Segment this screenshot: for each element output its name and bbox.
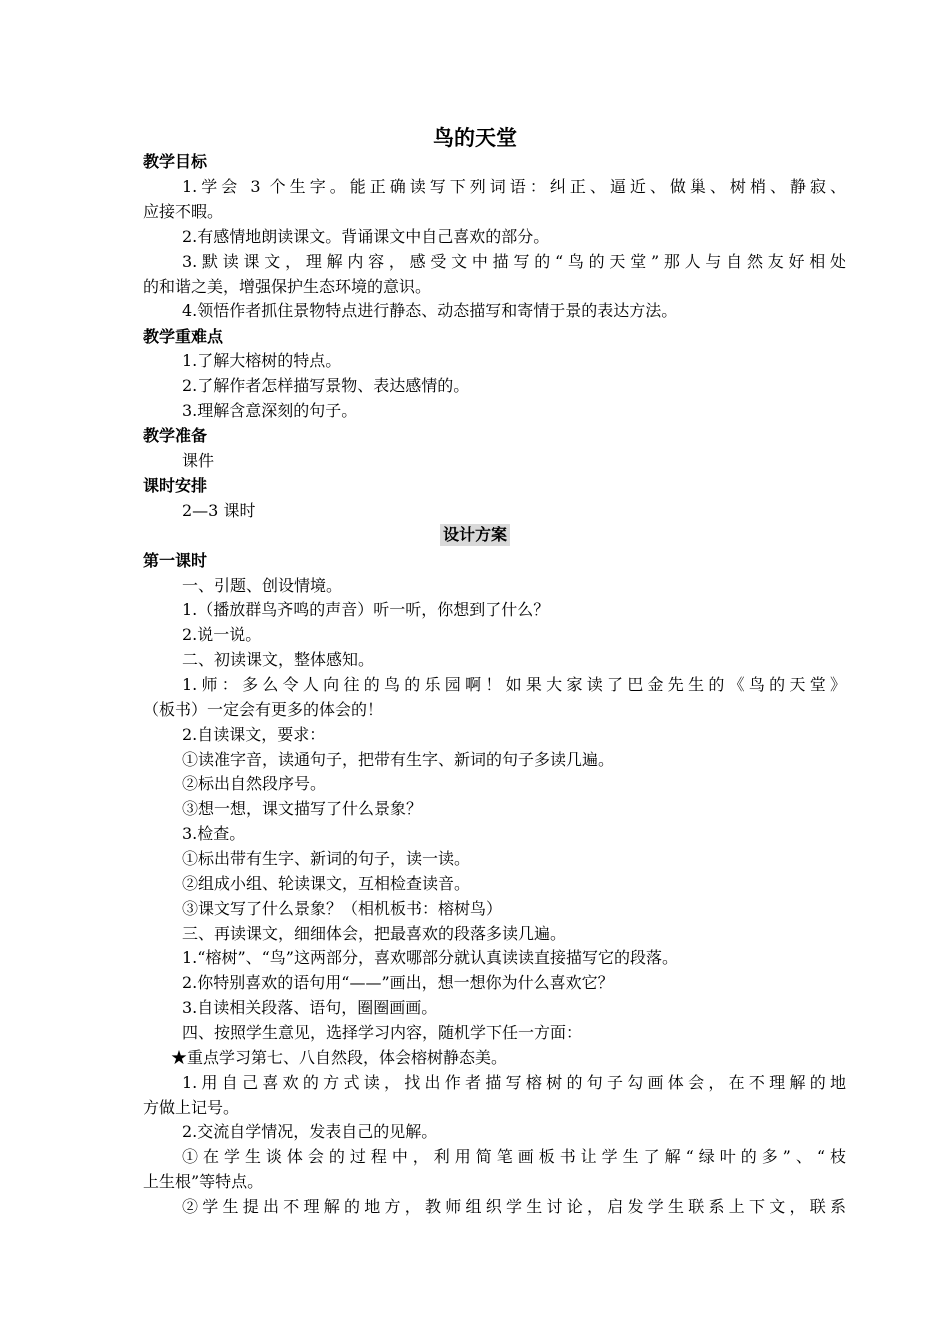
paragraph-line: 2.自读课文，要求： — [182, 725, 326, 744]
section-heading-preparation: 教学准备 — [143, 426, 208, 445]
paragraph-line: 2.说一说。 — [182, 625, 262, 644]
paragraph-line: （板书）一定会有更多的体会的！ — [143, 700, 384, 719]
paragraph-line: 1.用自己喜欢的方式读，找出作者描写榕树的句子勾画体会，在不理解的地 — [182, 1073, 846, 1092]
section-heading-lesson1: 第一课时 — [143, 551, 208, 570]
paragraph-line: ③想一想，课文描写了什么景象？ — [182, 799, 423, 818]
paragraph-line: 4.领悟作者抓住景物特点进行静态、动态描写和寄情于景的表达方法。 — [182, 301, 678, 320]
design-heading-wrap — [0, 524, 950, 546]
paragraph-line: ②组成小组、轮读课文，互相检查读音。 — [182, 874, 471, 893]
paragraph-line: 1.师：多么令人向往的鸟的乐园啊！如果大家读了巴金先生的《鸟的天堂》 — [182, 675, 846, 694]
paragraph-line: 2.交流自学情况，发表自己的见解。 — [182, 1122, 438, 1141]
paragraph-line: 2.了解作者怎样描写景物、表达感情的。 — [182, 376, 470, 395]
paragraph-line: 上生根”等特点。 — [143, 1172, 264, 1191]
section-heading-difficulties: 教学重难点 — [143, 327, 224, 346]
paragraph-line: 三、再读课文，细细体会，把最喜欢的段落多读几遍。 — [182, 924, 567, 943]
page-title: 鸟的天堂 — [433, 126, 517, 150]
paragraph-line: 3.检查。 — [182, 824, 246, 843]
paragraph-line: ①在学生谈体会的过程中，利用简笔画板书让学生了解“绿叶的多”、“枝 — [182, 1147, 846, 1166]
paragraph-line: 3.默读课文，理解内容，感受文中描写的“鸟的天堂”那人与自然友好相处 — [182, 252, 846, 271]
paragraph-line: 1.“榕树”、“鸟”这两部分，喜欢哪部分就认真读读直接描写它的段落。 — [182, 948, 678, 967]
paragraph-line: 2—3 课时 — [182, 501, 256, 520]
section-heading-schedule: 课时安排 — [143, 476, 208, 495]
paragraph-line: ①标出带有生字、新词的句子，读一读。 — [182, 849, 471, 868]
paragraph-line: ①读准字音，读通句子，把带有生字、新词的句子多读几遍。 — [182, 750, 615, 769]
paragraph-line: 方做上记号。 — [143, 1098, 240, 1117]
paragraph-line: 课件 — [182, 451, 215, 470]
paragraph-line: 一、引题、创设情境。 — [182, 576, 343, 595]
paragraph-line: 1.了解大榕树的特点。 — [182, 351, 342, 370]
paragraph-line: 应接不暇。 — [143, 202, 224, 221]
paragraph-line: 2.你特别喜欢的语句用“——”画出，想一想你为什么喜欢它？ — [182, 973, 614, 992]
paragraph-line: ③课文写了什么景象？（相机板书：榕树鸟） — [182, 899, 503, 918]
paragraph-line: 1.（播放群鸟齐鸣的声音）听一听，你想到了什么？ — [182, 600, 550, 619]
paragraph-line: ★重点学习第七、八自然段，体会榕树静态美。 — [171, 1048, 508, 1067]
paragraph-line: ②学生提出不理解的地方，教师组织学生讨论，启发学生联系上下文，联系 — [182, 1197, 846, 1216]
paragraph-line: 3.自读相关段落、语句，圈圈画画。 — [182, 998, 438, 1017]
paragraph-line: 二、初读课文，整体感知。 — [182, 650, 375, 669]
design-heading: 设计方案 — [440, 524, 510, 546]
paragraph-line: 的和谐之美，增强保护生态环境的意识。 — [143, 277, 432, 296]
paragraph-line: 2.有感情地朗读课文。背诵课文中自己喜欢的部分。 — [182, 227, 550, 246]
paragraph-line: ②标出自然段序号。 — [182, 774, 327, 793]
paragraph-line: 四、按照学生意见，选择学习内容，随机学下任一方面： — [182, 1023, 583, 1042]
paragraph-line: 3.理解含意深刻的句子。 — [182, 401, 358, 420]
section-heading-goals: 教学目标 — [143, 152, 208, 171]
paragraph-line: 1.学会 3 个生字。能正确读写下列词语：纠正、逼近、做巢、树梢、静寂、 — [182, 177, 846, 196]
